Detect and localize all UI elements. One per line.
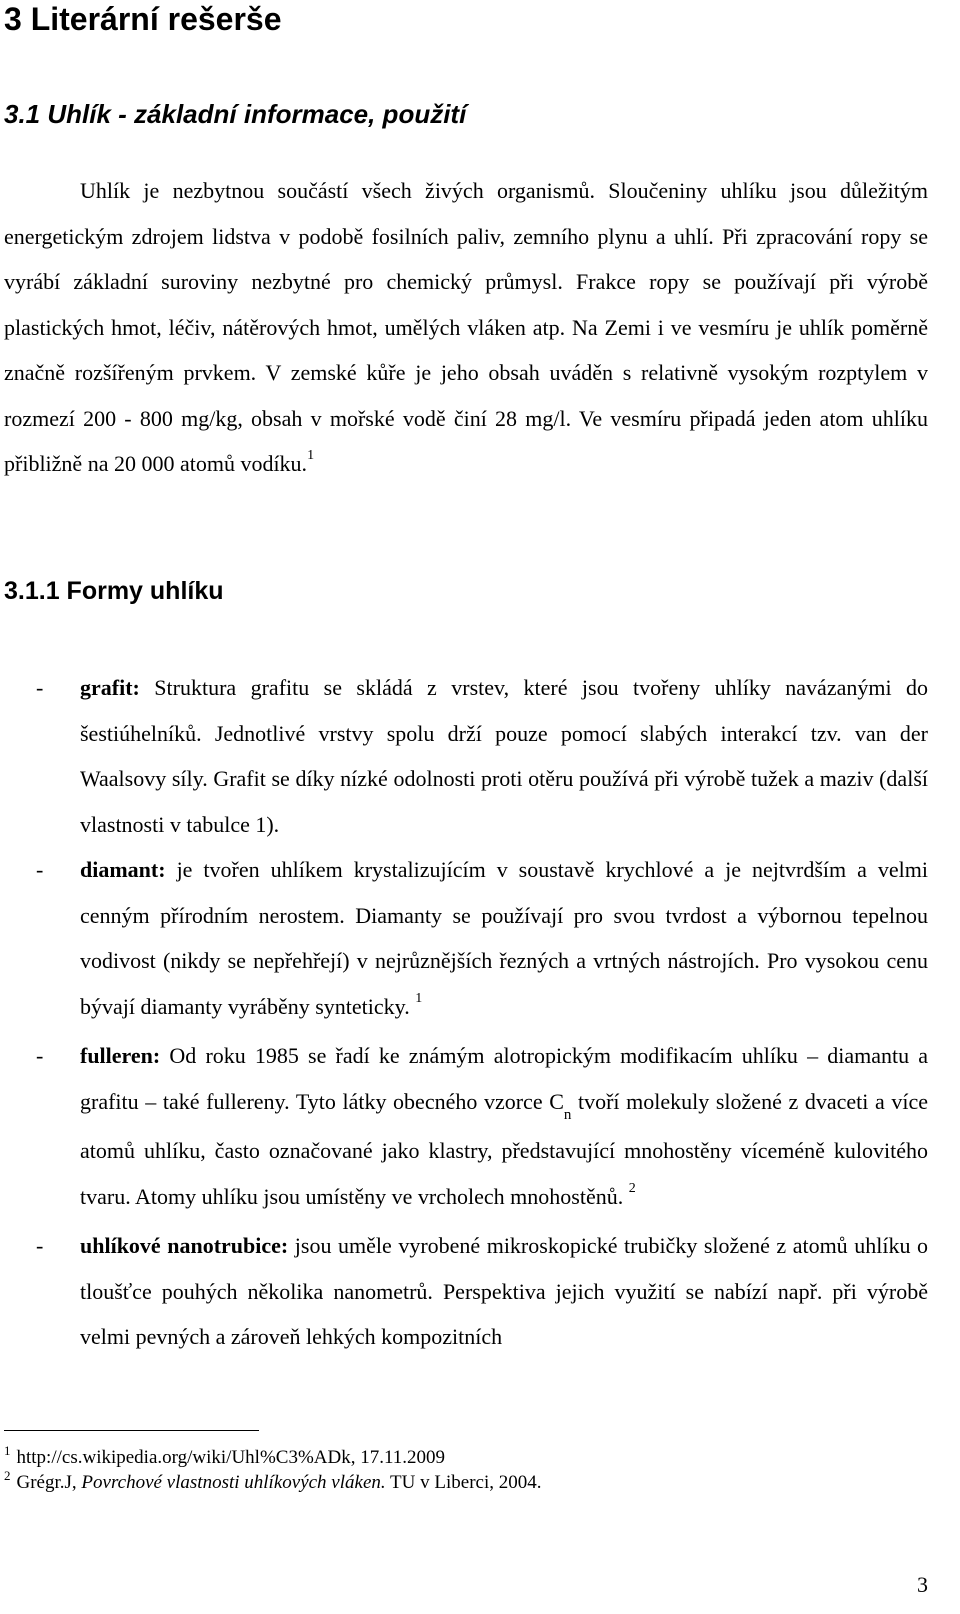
grafit-description: Struktura grafitu se skládá z vrstev, které jsou tvořeny uhlíky navázanými do šestiúhelníků. Jednotlivé vrstvy spolu drží pouze pomocí slabých interakcí tzv. van der Waalsovy síly. Grafit se díky nízké odolnosti proti otěru používá při výrobě tužek a maziv (další vlastnosti v tabulce 1). — [80, 675, 928, 837]
footnote-separator — [4, 1430, 259, 1431]
fulleren-description-a: Od roku 1985 se řadí ke známým alotropickým modifikacím uhlíku – diamantu a grafitu – také fullereny. Tyto látky obecného vzorce C — [80, 1043, 929, 1114]
footnote-ref: 2 — [628, 1180, 636, 1196]
chapter-heading: 3 Literární rešerše — [4, 1, 282, 37]
section-heading: 3.1 Uhlík - základní informace, použití — [4, 99, 467, 129]
footnote-ref: 1 — [415, 990, 423, 1006]
footnote-author: Grégr.J, — [16, 1472, 82, 1493]
list-item-nanotrubice — [4, 1223, 928, 1360]
list-dash: - — [36, 675, 44, 700]
footnote-1 — [4, 1443, 446, 1470]
term-diamant: diamant: — [80, 857, 166, 882]
fulleren-description-b: tvoří molekuly složené z dvaceti a více atomů uhlíku, často označované jako klastry, představující mnohostěny víceméně kulovitého tvaru. Atomy uhlíku jsou umístěny ve vrcholech mnohostěnů. — [80, 1088, 928, 1209]
carbon-forms-list — [4, 665, 928, 1360]
term-nanotrubice: uhlíkové nanotrubice: — [80, 1233, 289, 1258]
intro-paragraph — [4, 168, 928, 491]
list-item-diamant — [4, 847, 928, 1033]
diamant-description: je tvořen uhlíkem krystalizujícím v soustavě krychlové a je nejtvrdším a velmi cenným přírodním nerostem. Diamanty se používají pro svou tvrdost a výbornou tepelnou vodivost (nikdy se nepřehřejí) v nejrůznějších řezných a vrtných nástrojích. Pro vysokou cenu bývají diamanty vyráběny synteticky. — [80, 857, 928, 1019]
page-number: 3 — [917, 1572, 928, 1597]
footnote-ref: 1 — [307, 448, 315, 463]
list-item-fulleren — [4, 1033, 928, 1223]
list-item-grafit — [4, 665, 928, 847]
footnote-number: 2 — [4, 1468, 11, 1483]
list-dash: - — [36, 1233, 44, 1258]
term-grafit: grafit: — [80, 675, 140, 700]
list-dash: - — [36, 857, 44, 882]
term-fulleren: fulleren: — [80, 1043, 161, 1068]
subsection-heading: 3.1.1 Formy uhlíku — [4, 577, 224, 605]
footnote-text: http://cs.wikipedia.org/wiki/Uhl%C3%ADk, 17.11.2009 — [16, 1447, 446, 1468]
footnote-2 — [4, 1468, 542, 1495]
footnote-rest: TU v Liberci, 2004. — [385, 1472, 542, 1493]
footnote-title: Povrchové vlastnosti uhlíkových vláken. — [81, 1472, 386, 1493]
intro-text: Uhlík je nezbytnou součástí všech živých organismů. Sloučeniny uhlíku jsou důležitým energetickým zdrojem lidstva v podobě fosilních paliv, zemního plynu a uhlí. Při zpracování ropy se vyrábí základní suroviny nezbytné pro chemický průmysl. Frakce ropy se používají při výrobě plastických hmot, léčiv, nátěrových hmot, umělých vláken atp. Na Zemi i ve vesmíru je uhlík poměrně značně rozšířeným prvkem. V zemské kůře je jeho obsah uváděn s relativně vysokým rozptylem v rozmezí 200 - 800 mg/kg, obsah v mořské vodě činí 28 mg/l. Ve vesmíru připadá jeden atom uhlíku přibližně na 20 000 atomů vodíku. — [4, 178, 928, 476]
nanotrubice-description: jsou uměle vyrobené mikroskopické trubičky složené z atomů uhlíku o tloušťce pouhých několika nanometrů. Perspektiva jejich využití se nabízí např. při výrobě velmi pevných a zároveň lehkých kompozitních — [80, 1233, 928, 1349]
formula-subscript: n — [563, 1106, 572, 1123]
list-dash: - — [36, 1043, 44, 1068]
footnote-number: 1 — [4, 1443, 11, 1458]
